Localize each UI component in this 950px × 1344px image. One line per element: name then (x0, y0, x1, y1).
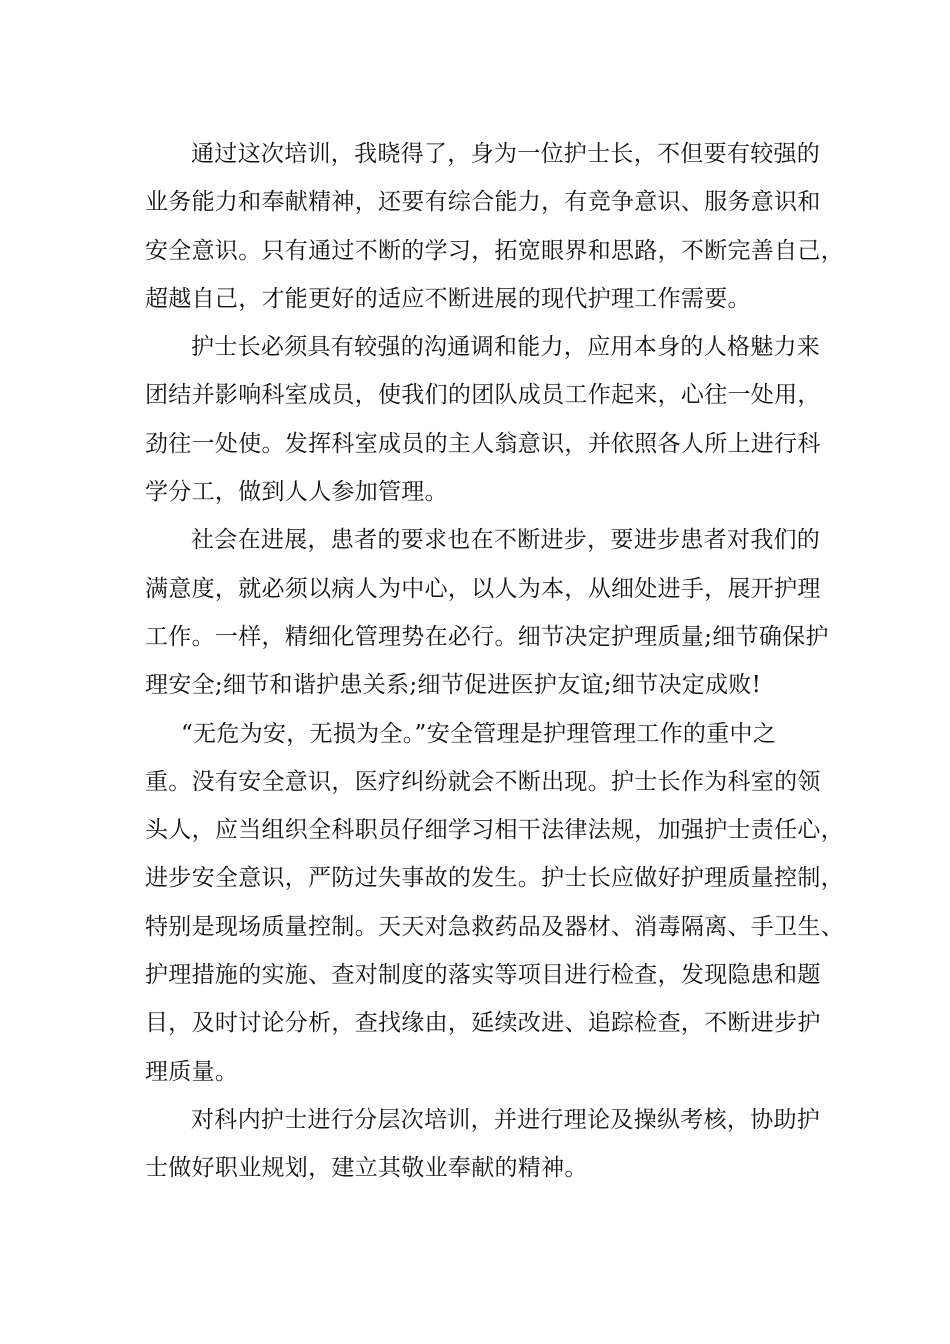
text-line: 工作。一样，精细化管理势在必行。细节决定护理质量;细节确保护 (145, 623, 829, 650)
text-line: 目，及时讨论分析，查找缘由，延续改进、追踪检查，不断进步护 (145, 1010, 821, 1037)
text-line: 超越自己，才能更好的适应不断进展的现代护理工作需要。 (145, 285, 751, 312)
text-line: “无危为安，无损为全。”安全管理是护理管理工作的重中之 (181, 720, 777, 747)
text-line: 重。没有安全意识，医疗纠纷就会不断出现。护士长作为科室的领 (145, 768, 821, 795)
text-line: 进步安全意识，严防过失事故的发生。护士长应做好护理质量控制， (145, 865, 844, 892)
paragraph-1 (145, 130, 844, 323)
text-line: 对科内护士进行分层次培训，并进行理论及操纵考核，协助护 (191, 1106, 821, 1133)
text-line: 社会在进展，患者的要求也在不断进步，要进步患者对我们的 (191, 527, 821, 554)
text-line: 特别是现场质量控制。天天对急救药品及器材、消毒隔离、手卫生、 (145, 913, 844, 940)
text-line: 安全意识。只有通过不断的学习，拓宽眼界和思路，不断完善自己， (145, 237, 844, 264)
text-line: 团结并影响科室成员，使我们的团队成员工作起来，心往一处用， (145, 382, 821, 409)
text-line: 业务能力和奉献精神，还要有综合能力，有竞争意识、服务意识和 (145, 189, 821, 216)
paragraph-2 (145, 323, 835, 516)
text-line: 护理措施的实施、查对制度的落实等项目进行检查，发现隐患和题 (145, 962, 821, 989)
text-line: 学分工，做到人人参加管理。 (145, 479, 448, 506)
text-line: 头人，应当组织全科职员仔细学习相干法律法规，加强护士责任心， (145, 817, 844, 844)
paragraph-3 (145, 516, 835, 709)
text-line: 理安全;细节和谐护患关系;细节促进医护友谊;细节决定成败! (145, 672, 762, 699)
text-line: 满意度，就必须以病人为中心，以人为本，从细处进手，展开护理 (145, 575, 821, 602)
text-line: 通过这次培训，我晓得了，身为一位护士长，不但要有较强的 (191, 141, 821, 167)
document-body (145, 130, 844, 1193)
text-line: 劲往一处使。发挥科室成员的主人翁意识，并依照各人所上进行科 (145, 430, 821, 457)
paragraph-4 (145, 710, 844, 1096)
text-line: 护士长必须具有较强的沟通调和能力，应用本身的人格魅力来 (191, 334, 821, 361)
paragraph-5 (145, 1096, 835, 1193)
text-line: 理质量。 (145, 1058, 239, 1085)
text-line: 士做好职业规划，建立其敬业奉献的精神。 (145, 1155, 588, 1182)
